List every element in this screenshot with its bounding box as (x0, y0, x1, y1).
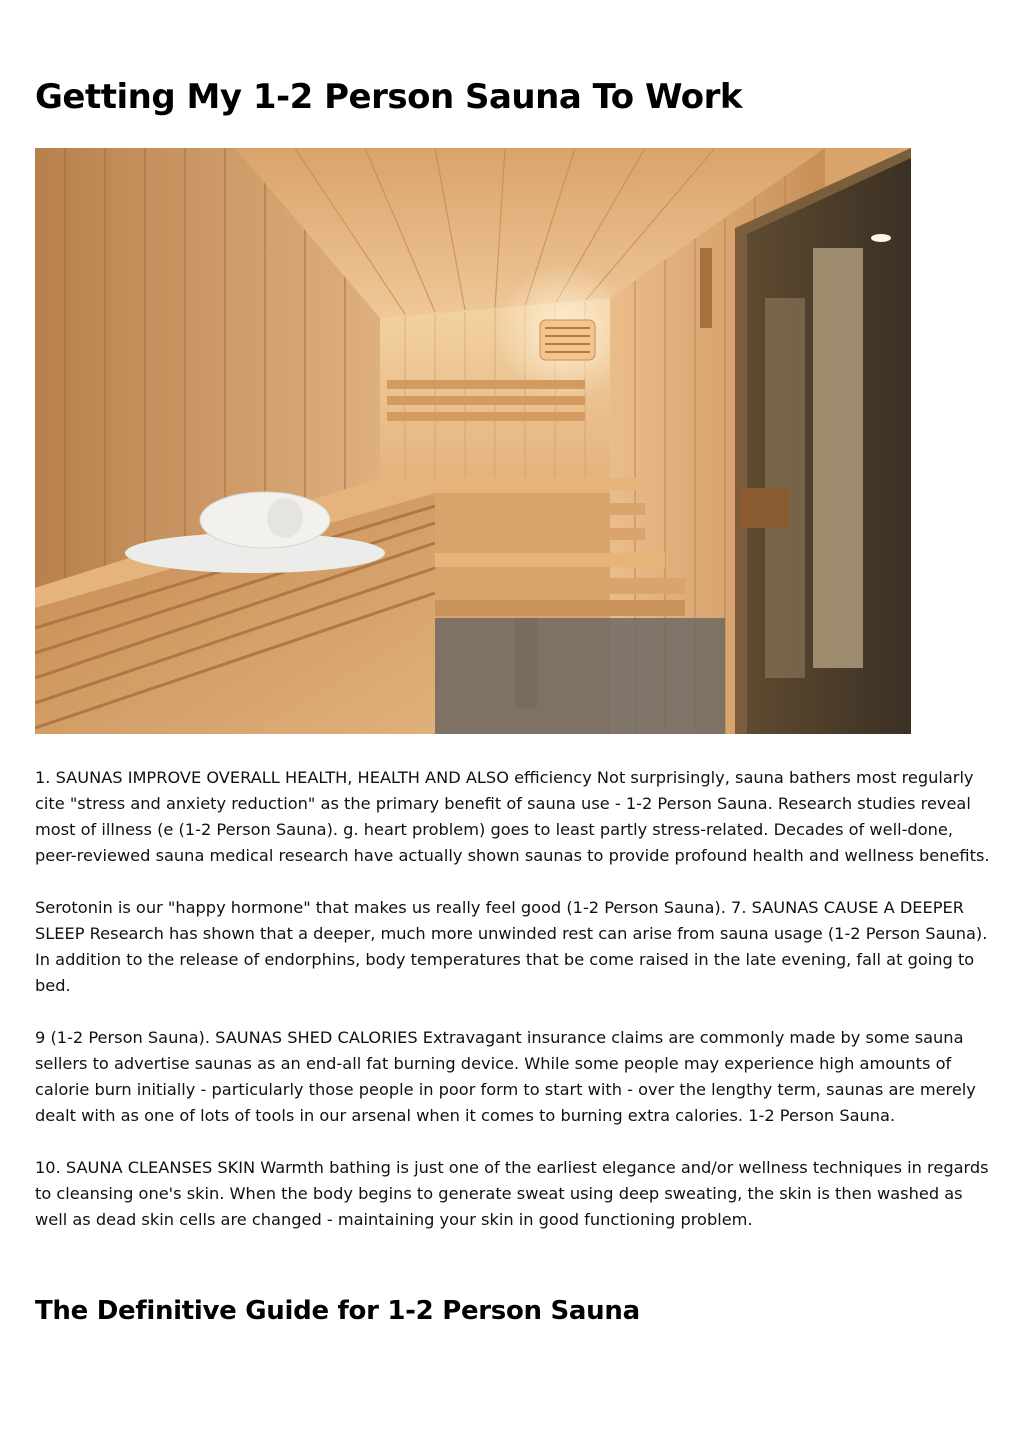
paragraph-2: Serotonin is our "happy hormone" that makes us really feel good (1-2 Person Sauna). 7. SAUNAS CAUSE A DEEPER SLEEP Research has shown that a deeper, much more unwinded rest can arise from sauna usage (1-2 Person Sauna). In addition to the release of endorphins, body temperatures that be come raised in the late evening, fall at going to bed. (35, 898, 988, 995)
sauna-photo (35, 148, 911, 734)
paragraph-1: 1. SAUNAS IMPROVE OVERALL HEALTH, HEALTH AND ALSO efficiency Not surprisingly, sauna bathers most regularly cite "stress and anxiety reduction" as the primary benefit of sauna use - 1-2 Person Sauna. Research studies reveal most of illness (e (1-2 Person Sauna). g. heart problem) goes to least partly stress-related. Decades of well-done, peer-reviewed sauna medical research have actually shown saunas to provide profound health and wellness benefits. (35, 768, 990, 865)
section-heading: The Definitive Guide for 1-2 Person Sauna (35, 1296, 640, 1326)
paragraph-3: 9 (1-2 Person Sauna). SAUNAS SHED CALORIES Extravagant insurance claims are commonly made by some sauna sellers to advertise saunas as an end-all fat burning device. While some people may experience high amounts of calorie burn initially - particularly those people in poor form to start with - over the lengthy term, saunas are merely dealt with as one of lots of tools in our arsenal when it comes to burning extra calories. 1-2 Person Sauna. (35, 1028, 976, 1125)
page-title: Getting My 1-2 Person Sauna To Work (35, 77, 743, 117)
article-body (35, 765, 990, 1259)
paragraph-4: 10. SAUNA CLEANSES SKIN Warmth bathing is just one of the earliest elegance and/or wellness techniques in regards to cleansing one's skin. When the body begins to generate sweat using deep sweating, the skin is then washed as well as dead skin cells are changed - maintaining your skin in good functioning problem. (35, 1158, 989, 1229)
